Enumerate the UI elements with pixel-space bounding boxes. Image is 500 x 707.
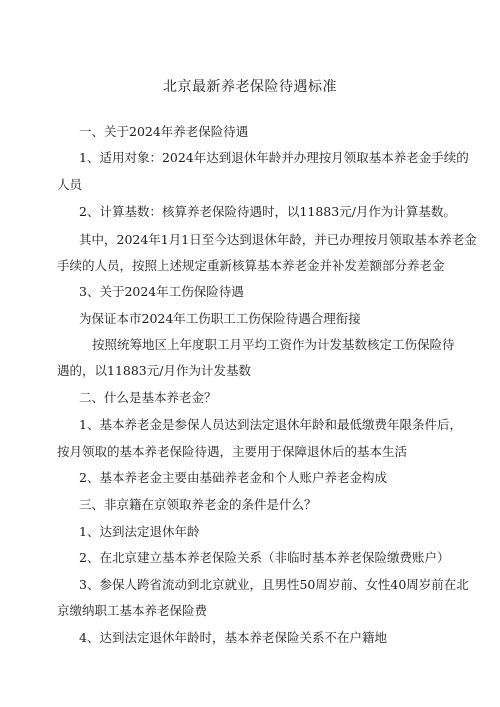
paragraph-line: 1、适用对象：2024年达到退休年龄并办理按月领取基本养老金手续的 bbox=[79, 150, 469, 165]
section-heading-1: 一、关于2024年养老保险待遇 bbox=[79, 124, 249, 139]
paragraph-line: 京缴纳职工基本养老保险费 bbox=[57, 603, 208, 618]
paragraph-line: 2、在北京建立基本养老保险关系（非临时基本养老保险缴费账户） bbox=[79, 550, 450, 565]
paragraph-line: 人员 bbox=[57, 177, 83, 192]
paragraph-line: 1、达到法定退休年龄 bbox=[79, 524, 200, 539]
paragraph-line: 2、基本养老金主要由基础养老金和个人账户养老金构成 bbox=[79, 470, 387, 485]
section-heading-2: 二、什么是基本养老金？ bbox=[79, 390, 217, 405]
paragraph-line: 1、基本养老金是参保人员达到法定退休年龄和最低缴费年限条件后， bbox=[79, 417, 462, 432]
document-title: 北京最新养老保险待遇标准 bbox=[163, 79, 337, 95]
section-heading-3: 三、非京籍在京领取养老金的条件是什么？ bbox=[79, 497, 317, 512]
paragraph-line: 3、参保人跨省流动到北京就业，且男性50周岁前、女性40周岁前在北 bbox=[79, 577, 469, 592]
paragraph-line: 3、关于2024年工伤保险待遇 bbox=[79, 284, 244, 299]
paragraph-line: 按照统筹地区上年度职工月平均工资作为计发基数核定工伤保险待 bbox=[92, 337, 455, 352]
paragraph-line: 遇的，以11883元/月作为计发基数 bbox=[57, 363, 251, 378]
paragraph-line: 其中，2024年1月1日至今达到退休年龄，并已办理按月领取基本养老金 bbox=[79, 232, 477, 247]
paragraph-line: 手续的人员，按照上述规定重新核算基本养老金并补发差额部分养老金 bbox=[57, 258, 445, 273]
paragraph-line: 按月领取的基本养老保险待遇，主要用于保障退休后的基本生活 bbox=[57, 444, 408, 459]
paragraph-line: 2、计算基数：核算养老保险待遇时，以11883元/月作为计算基数。 bbox=[79, 204, 456, 219]
paragraph-line: 4、达到法定退休年龄时，基本养老保险关系不在户籍地 bbox=[79, 630, 387, 645]
paragraph-line: 为保证本市2024年工伤职工工伤保险待遇合理衔接 bbox=[79, 311, 361, 326]
